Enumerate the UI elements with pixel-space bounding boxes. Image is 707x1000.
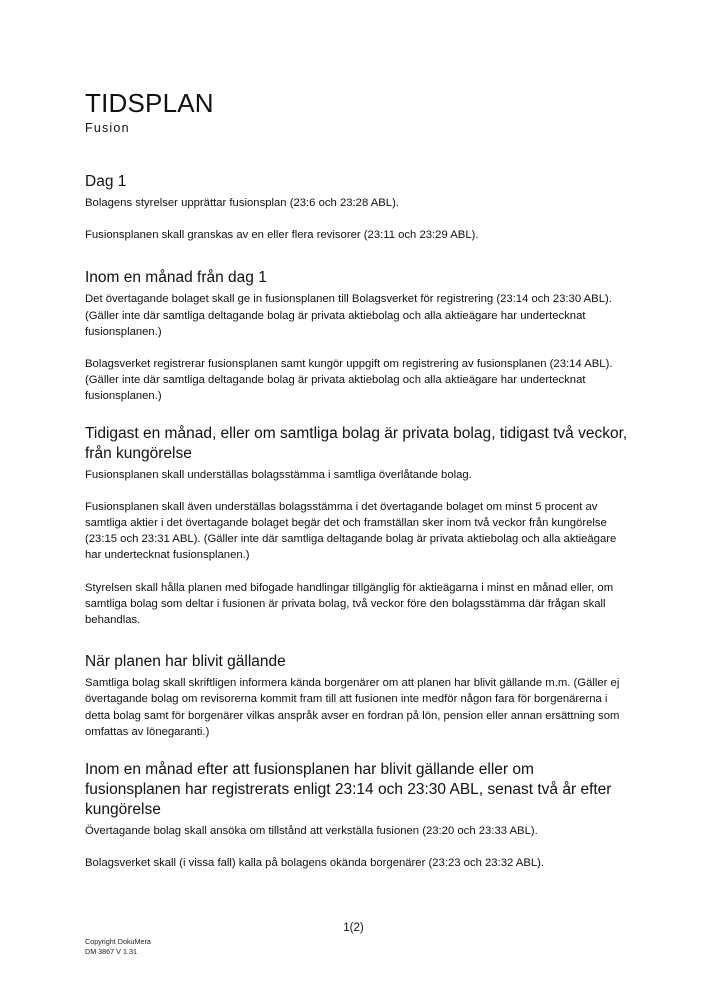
paragraph: Fusionsplanen skall även underställas bolagsstämma i det övertagande bolaget om minst 5 procent av samtliga aktier i det övertagande bolaget begär det och framställan sker inom två veckor från kungörelse (23:15 och 23:31 ABL). (Gäller inte där samtliga deltagande bolag är privata aktiebolag och alla aktieägare har undertecknat fusionsplanen.) <box>85 500 617 562</box>
paragraph: Styrelsen skall hålla planen med bifogade handlingar tillgänglig för aktieägarna i minst en månad eller, om samtliga bolag som deltar i fusionen är privata bolag, två veckor före den bolagsstämma där frågan skall behandlas. <box>85 581 614 627</box>
paragraph: Övertagande bolag skall ansöka om tillstånd att verkställa fusionen (23:20 och 23:33 ABL). <box>85 825 538 838</box>
paragraph: Det övertagande bolaget skall ge in fusionsplanen till Bolagsverket för registrering (23:14 och 23:30 ABL). (Gäller inte där samtliga deltagande bolag är privata aktiebolag och alla aktieägare har undertecknat fusionsplanen.) <box>85 293 612 338</box>
section-heading: När planen har blivit gällande <box>85 653 286 671</box>
paragraph: Bolagens styrelser upprättar fusionsplan (23:6 och 23:28 ABL). <box>85 197 399 209</box>
section-dag-1 <box>85 172 630 243</box>
footer-document-id: DM 3867 V 1.31 <box>85 947 137 956</box>
document-subtitle: Fusion <box>85 121 130 135</box>
section-nar-planen-blivit-gallande <box>85 652 630 740</box>
section-inom-en-manad <box>85 268 630 404</box>
section-heading: Inom en månad från dag 1 <box>85 269 267 287</box>
paragraph: Fusionsplanen skall underställas bolagsstämma i samtliga överlåtande bolag. <box>85 468 472 481</box>
footer <box>85 937 151 957</box>
section-inom-en-manad-efter <box>85 760 630 871</box>
document-title: TIDSPLAN <box>85 88 214 118</box>
paragraph: Bolagsverket registrerar fusionsplanen samt kungör uppgift om registrering av fusionsplanen (23:14 ABL). (Gäller inte där samtliga deltagande bolag är privata aktiebolag och alla aktieägare har undertecknat fusionsplanen.) <box>85 358 613 403</box>
section-heading: Inom en månad efter att fusionsplanen har blivit gällande eller om fusionsplanen har registrerats enligt 23:14 och 23:30 ABL, senast två år efter kungörelse <box>85 761 612 819</box>
page-number: 1(2) <box>343 922 364 934</box>
section-heading: Tidigast en månad, eller om samtliga bolag är privata bolag, tidigast två veckor, från kungörelse <box>85 424 628 462</box>
section-heading: Dag 1 <box>85 173 127 190</box>
paragraph: Fusionsplanen skall granskas av en eller flera revisorer (23:11 och 23:29 ABL). <box>85 229 479 242</box>
paragraph: Bolagsverket skall (i vissa fall) kalla på bolagens okända borgenärer (23:23 och 23:32 ABL). <box>85 857 545 870</box>
document-body <box>85 88 630 871</box>
section-tidigast-en-manad <box>85 424 630 629</box>
paragraph: Samtliga bolag skall skriftligen informera kända borgenärer om att planen har blivit gällande m.m. (Gäller ej övertagande bolag om revisorerna kommit fram till att fusionen inte medför någon fara för borgenärerna i detta bolag samt för borgenärer vilkas anspråk avser en fordran på lön, pension eller annan ersättning som omfattas av lönegaranti.) <box>85 677 620 738</box>
footer-copyright: Copyright DokuMera <box>85 937 151 946</box>
